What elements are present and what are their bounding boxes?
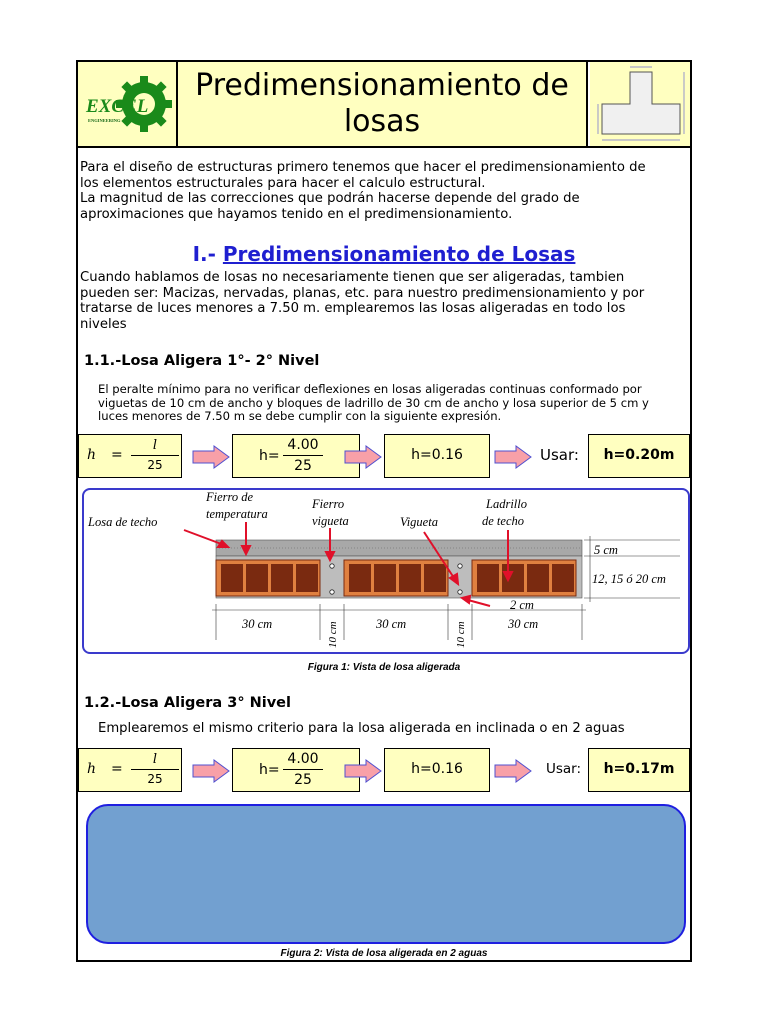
fraction-numerator: l <box>131 751 179 770</box>
section-line: tratarse de luces menores a 7.50 m. emplearemos las losas aligeradas en todo los <box>80 301 626 316</box>
title-cell <box>178 62 588 146</box>
label-width-30c: 30 cm <box>508 617 539 631</box>
arrow-right-icon <box>192 759 230 783</box>
equals-sign: = <box>111 447 123 463</box>
figure-1-frame <box>82 488 690 654</box>
intro-line: Para el diseño de estructuras primero tenemos que hacer el predimensionamiento de <box>80 160 646 175</box>
figure-2-panel <box>86 804 686 944</box>
label-fierro-temp-1: Fierro de <box>206 490 254 504</box>
arrow-right-icon <box>192 445 230 469</box>
h-equals: h= <box>259 762 280 778</box>
brick-block <box>216 560 320 596</box>
section-prefix: I.- <box>192 242 223 266</box>
computed-result: h=0.16 <box>411 761 463 777</box>
logo-text: EXCEL <box>86 96 149 117</box>
fraction-denominator: 25 <box>147 772 163 786</box>
intro-line: aproximaciones que hayamos tenido en el predimensionamiento. <box>80 206 513 222</box>
page-title-line2: losas <box>343 104 421 139</box>
label-dim-height: 12, 15 ó 20 cm <box>592 572 666 586</box>
arrow-right-icon <box>344 445 382 469</box>
subsection-1-title: 1.1.-Losa Aligera 1°- 2° Nivel <box>84 353 320 369</box>
label-dim-5cm: 5 cm <box>594 543 618 557</box>
value-numerator: 4.00 <box>283 750 323 770</box>
usar-label: Usar: <box>540 446 579 464</box>
section-thumbnail-cell <box>590 62 690 146</box>
label-fierro-temp-2: temperatura <box>206 507 268 521</box>
aligerada-slab-diagram <box>84 490 688 652</box>
usar-label: Usar: <box>546 761 582 777</box>
intro-line: La magnitud de las correcciones que podrán hacerse depende del grado de <box>80 191 580 206</box>
header <box>78 62 690 148</box>
formula-definition-cell <box>78 434 182 478</box>
subsection-1-text <box>98 383 678 424</box>
t-beam-section-icon <box>590 62 690 146</box>
subsection-1-line: luces menores de 7.50 m se debe cumplir con la siguiente expresión. <box>98 409 502 423</box>
value-numerator: 4.00 <box>283 436 323 456</box>
label-vigueta: Vigueta <box>400 515 438 529</box>
formula-definition-cell <box>78 748 182 792</box>
formula-result-cell <box>384 434 490 478</box>
excel-engineering-logo <box>78 62 176 146</box>
label-width-10a: 10 cm <box>327 621 339 648</box>
section-line: Cuando hablamos de losas no necesariamente tienen que ser aligeradas, tambien <box>80 270 625 285</box>
formula-result-cell <box>384 748 490 792</box>
formula-substitution-cell <box>232 748 360 792</box>
section-line: pueden ser: Macizas, nervadas, planas, etc. para nuestro predimensionamiento y por <box>80 285 645 301</box>
section-paragraph <box>80 270 688 328</box>
arrow-right-icon <box>494 445 532 469</box>
fraction-denominator: 25 <box>147 458 163 472</box>
label-ladrillo-1: Ladrillo <box>486 497 527 511</box>
arrow-right-icon <box>344 759 382 783</box>
figure-1-caption: Figura 1: Vista de losa aligerada <box>307 662 461 673</box>
value-denominator: 25 <box>294 458 312 474</box>
formula-row-2 <box>78 748 690 794</box>
label-width-30b: 30 cm <box>376 617 407 631</box>
logo-subtext: ENGINEERING <box>88 118 121 123</box>
brick-block <box>472 560 576 596</box>
h-symbol: h <box>87 761 97 777</box>
subsection-1-line: viguetas de 10 cm de ancho y bloques de ladrillo de 30 cm de ancho y losa superior de 5 cm y <box>98 395 649 410</box>
formula-row-1 <box>78 434 690 480</box>
figure-2-caption: Figura 2: Vista de losa aligerada en 2 aguas <box>280 948 488 959</box>
final-value-cell <box>588 748 690 792</box>
section-line: niveles <box>80 316 127 328</box>
formula-substitution-cell <box>232 434 360 478</box>
label-fierro-vig-1: Fierro <box>312 497 345 511</box>
label-dim-2cm: 2 cm <box>510 598 534 612</box>
fraction-numerator: l <box>131 437 179 456</box>
label-losa-techo: Losa de techo <box>88 515 158 529</box>
subsection-2-title: 1.2.-Losa Aligera 3° Nivel <box>84 695 291 711</box>
equals-sign: = <box>111 761 123 777</box>
logo-cell <box>78 62 178 146</box>
h-symbol: h <box>87 447 97 463</box>
h-equals: h= <box>259 448 280 464</box>
final-value-cell <box>588 434 690 478</box>
document-sheet <box>76 60 692 962</box>
arrow-right-icon <box>494 759 532 783</box>
page-title-line1: Predimensionamiento de <box>195 68 569 103</box>
section-heading <box>78 242 690 266</box>
computed-result: h=0.16 <box>411 447 463 463</box>
intro-paragraph <box>80 160 688 222</box>
label-width-30a: 30 cm <box>242 617 273 631</box>
final-value: h=0.20m <box>603 447 675 463</box>
subsection-2-text: Emplearemos el mismo criterio para la losa aligerada en inclinada o en 2 aguas <box>98 721 625 736</box>
section-title: Predimensionamiento de Losas <box>222 242 576 266</box>
subsection-1-line: El peralte mínimo para no verificar deflexiones en losas aligeradas continuas conformado por <box>98 382 642 396</box>
final-value: h=0.17m <box>603 761 675 777</box>
brick-block <box>344 560 448 596</box>
label-fierro-vig-2: vigueta <box>312 514 349 528</box>
label-ladrillo-2: de techo <box>482 514 524 528</box>
value-denominator: 25 <box>294 772 312 788</box>
label-width-10b: 10 cm <box>455 621 467 648</box>
intro-line: los elementos estructurales para hacer el calculo estructural. <box>80 175 486 191</box>
